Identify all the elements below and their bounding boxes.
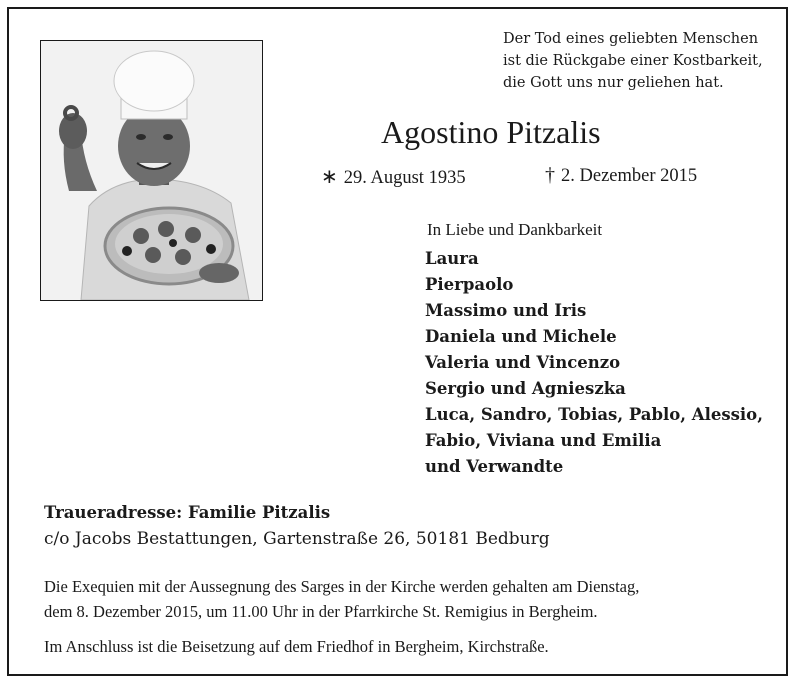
- mourner-name: und Verwandte: [425, 457, 564, 476]
- birth-date: 29. August 1935: [343, 168, 466, 188]
- mourner-name: Fabio, Viviana und Emilia: [425, 431, 662, 450]
- death-date-group: [545, 164, 697, 187]
- death-cross-icon: †: [545, 164, 555, 186]
- mourner-name: Laura: [425, 249, 479, 268]
- obituary-notice: [7, 7, 788, 676]
- address-line: c/o Jacobs Bestattungen, Gartenstraße 26, 50181 Bedburg: [44, 529, 550, 549]
- mourning-address: [44, 500, 550, 552]
- mourner-name: Valeria und Vincenzo: [425, 353, 621, 372]
- portrait-photo: [40, 40, 263, 301]
- mourner-name: Daniela und Michele: [425, 327, 617, 346]
- mourner-name: Massimo und Iris: [425, 301, 587, 320]
- mourners-list: [425, 246, 763, 480]
- life-dates: [321, 164, 698, 189]
- quote-line: ist die Rückgabe einer Kostbarkeit,: [503, 53, 763, 69]
- address-label: Traueradresse: Familie Pitzalis: [44, 503, 331, 522]
- mourner-name: Sergio und Agnieszka: [425, 379, 626, 398]
- service-line: dem 8. Dezember 2015, um 11.00 Uhr in der Pfarrkirche St. Remigius in Bergheim.: [44, 602, 598, 621]
- mourners-intro: In Liebe und Dankbarkeit: [427, 220, 603, 239]
- death-date: 2. Dezember 2015: [561, 166, 698, 186]
- service-info: [44, 574, 639, 659]
- birth-star-icon: ∗: [321, 166, 338, 188]
- birth-date-group: [321, 168, 466, 188]
- chef-with-pizza-image: [41, 41, 262, 300]
- quote-line: Der Tod eines geliebten Menschen: [503, 31, 759, 47]
- mourner-name: Luca, Sandro, Tobias, Pablo, Alessio,: [425, 405, 763, 424]
- quote-line: die Gott uns nur geliehen hat.: [503, 75, 724, 91]
- quote: [503, 28, 783, 94]
- mourner-name: Pierpaolo: [425, 275, 514, 294]
- deceased-name: Agostino Pitzalis: [381, 114, 601, 150]
- burial-line: Im Anschluss ist die Beisetzung auf dem Friedhof in Bergheim, Kirchstraße.: [44, 637, 549, 656]
- service-line: Die Exequien mit der Aussegnung des Sarges in der Kirche werden gehalten am Dienstag,: [44, 577, 640, 596]
